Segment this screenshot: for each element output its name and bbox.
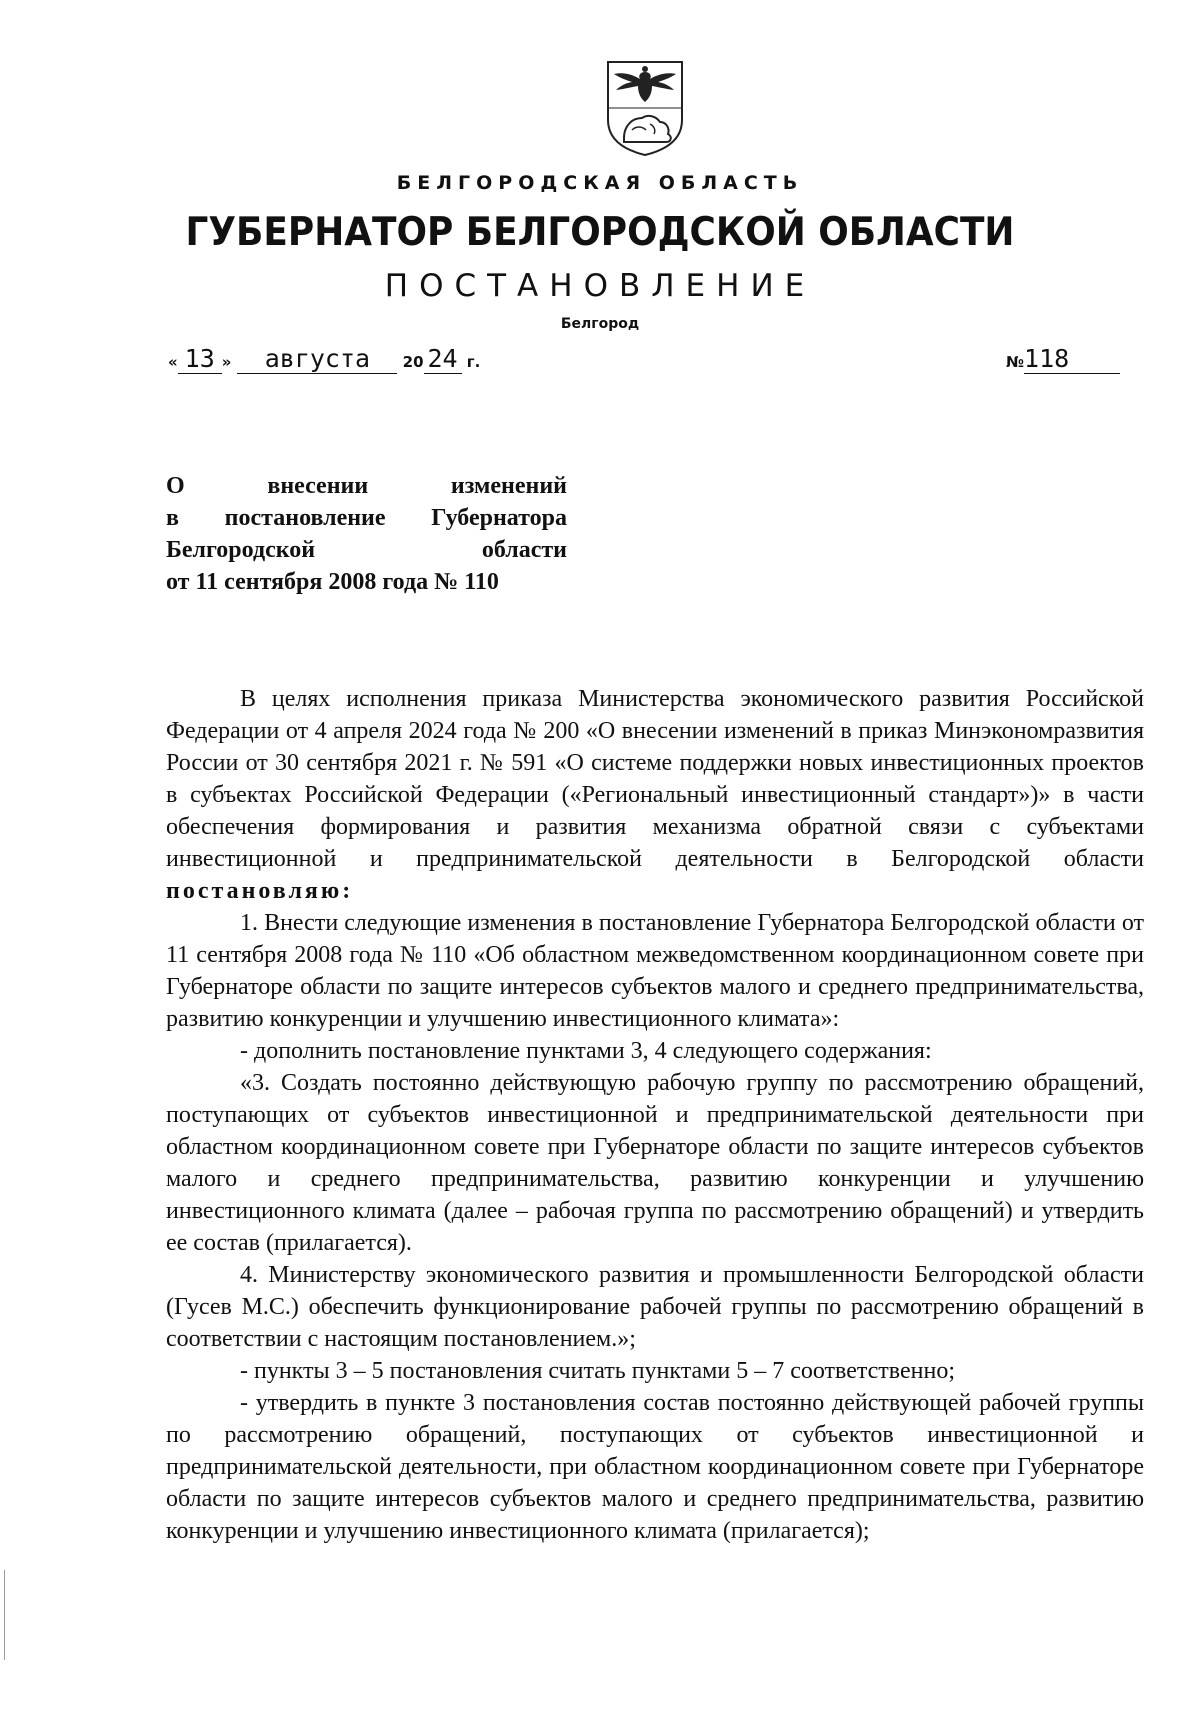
document-body [166,683,1144,1547]
body-paragraph [166,683,1144,907]
number-label: № [1006,353,1025,371]
date-day: 13 [184,344,215,373]
preamble-text: В целях исполнения приказа Министерства экономического развития Российской Федерации от 4 апреля 2024 года № 200 «О внесении изменений в приказ Минэкономразвития России от 30 сентября 2021 г. № 591 «О системе поддержки новых инвестиционных проектов в субъектах Российской Федерации («Региональный инвестиционный стандарт»)» в части обеспечения формирования и развития механизма обратной связи с субъектами инвестиционной и предпринимательской деятельности в Белгородской области [166,686,1144,872]
body-paragraph: «3. Создать постоянно действующую рабочую группу по рассмотрению обращений, поступающих от субъектов инвестиционной и предпринимательской деятельности при областном координационном совете при Губернаторе области по защите интересов субъектов малого и среднего предпринимательства, развитию конкуренции и улучшению инвестиционного климата (далее – рабочая группа по рассмотрению обращений) и утвердить ее состав (прилагается). [166,1070,1144,1256]
document-date [168,344,480,374]
city-name: Белгород [560,316,640,332]
body-paragraph: 4. Министерству экономического развития и промышленности Белгородской области (Гусев М.С.) обеспечить функционирование рабочей группы по рассмотрению обращений в соответствии с настоящим постановлением.»; [166,1262,1144,1352]
subject-line: О внесении изменений [166,473,567,499]
date-open-quote: « [168,353,178,371]
body-paragraph: 1. Внести следующие изменения в постановление Губернатора Белгородской области от 11 сентября 2008 года № 110 «Об областном межведомственном координационном совете при Губернаторе области по защите интересов субъектов малого и среднего предпринимательства, развитию конкуренции и улучшению инвестиционного климата»: [166,910,1144,1032]
date-month: августа [264,344,371,373]
subject-line: Белгородской области [166,537,567,563]
scan-margin-line [4,1570,5,1660]
subject-line: в постановление Губернатора [166,505,567,531]
subject-line: от 11 сентября 2008 года № 110 [166,569,499,595]
coat-of-arms-icon [602,58,688,158]
document-type: ПОСТАНОВЛЕНИЕ [384,268,816,304]
date-year-mark: г. [466,353,481,371]
date-year-suffix: 24 [427,344,458,373]
body-paragraph: - пункты 3 – 5 постановления считать пунктами 5 – 7 соответственно; [240,1358,955,1384]
authority-title: ГУБЕРНАТОР БЕЛГОРОДСКОЙ ОБЛАСТИ [185,210,1015,255]
date-close-quote: » [221,353,232,371]
number-value: 118 [1024,344,1070,373]
body-paragraph: - дополнить постановление пунктами 3, 4 следующего содержания: [240,1038,932,1064]
decree-word: постановляю: [166,878,354,904]
body-paragraph: - утвердить в пункте 3 постановления состав постоянно действующей рабочей группы по рассмотрению обращений, поступающих от субъектов инвестиционной и предпринимательской деятельности, при областном координационном совете при Губернаторе области по защите интересов субъектов малого и среднего предпринимательства, развитию конкуренции и улучшению инвестиционного климата (прилагается); [166,1390,1144,1544]
date-year-prefix: 20 [402,353,424,371]
region-name: БЕЛГОРОДСКАЯ ОБЛАСТЬ [396,172,804,194]
document-subject [166,470,567,598]
document-number [1006,344,1120,374]
